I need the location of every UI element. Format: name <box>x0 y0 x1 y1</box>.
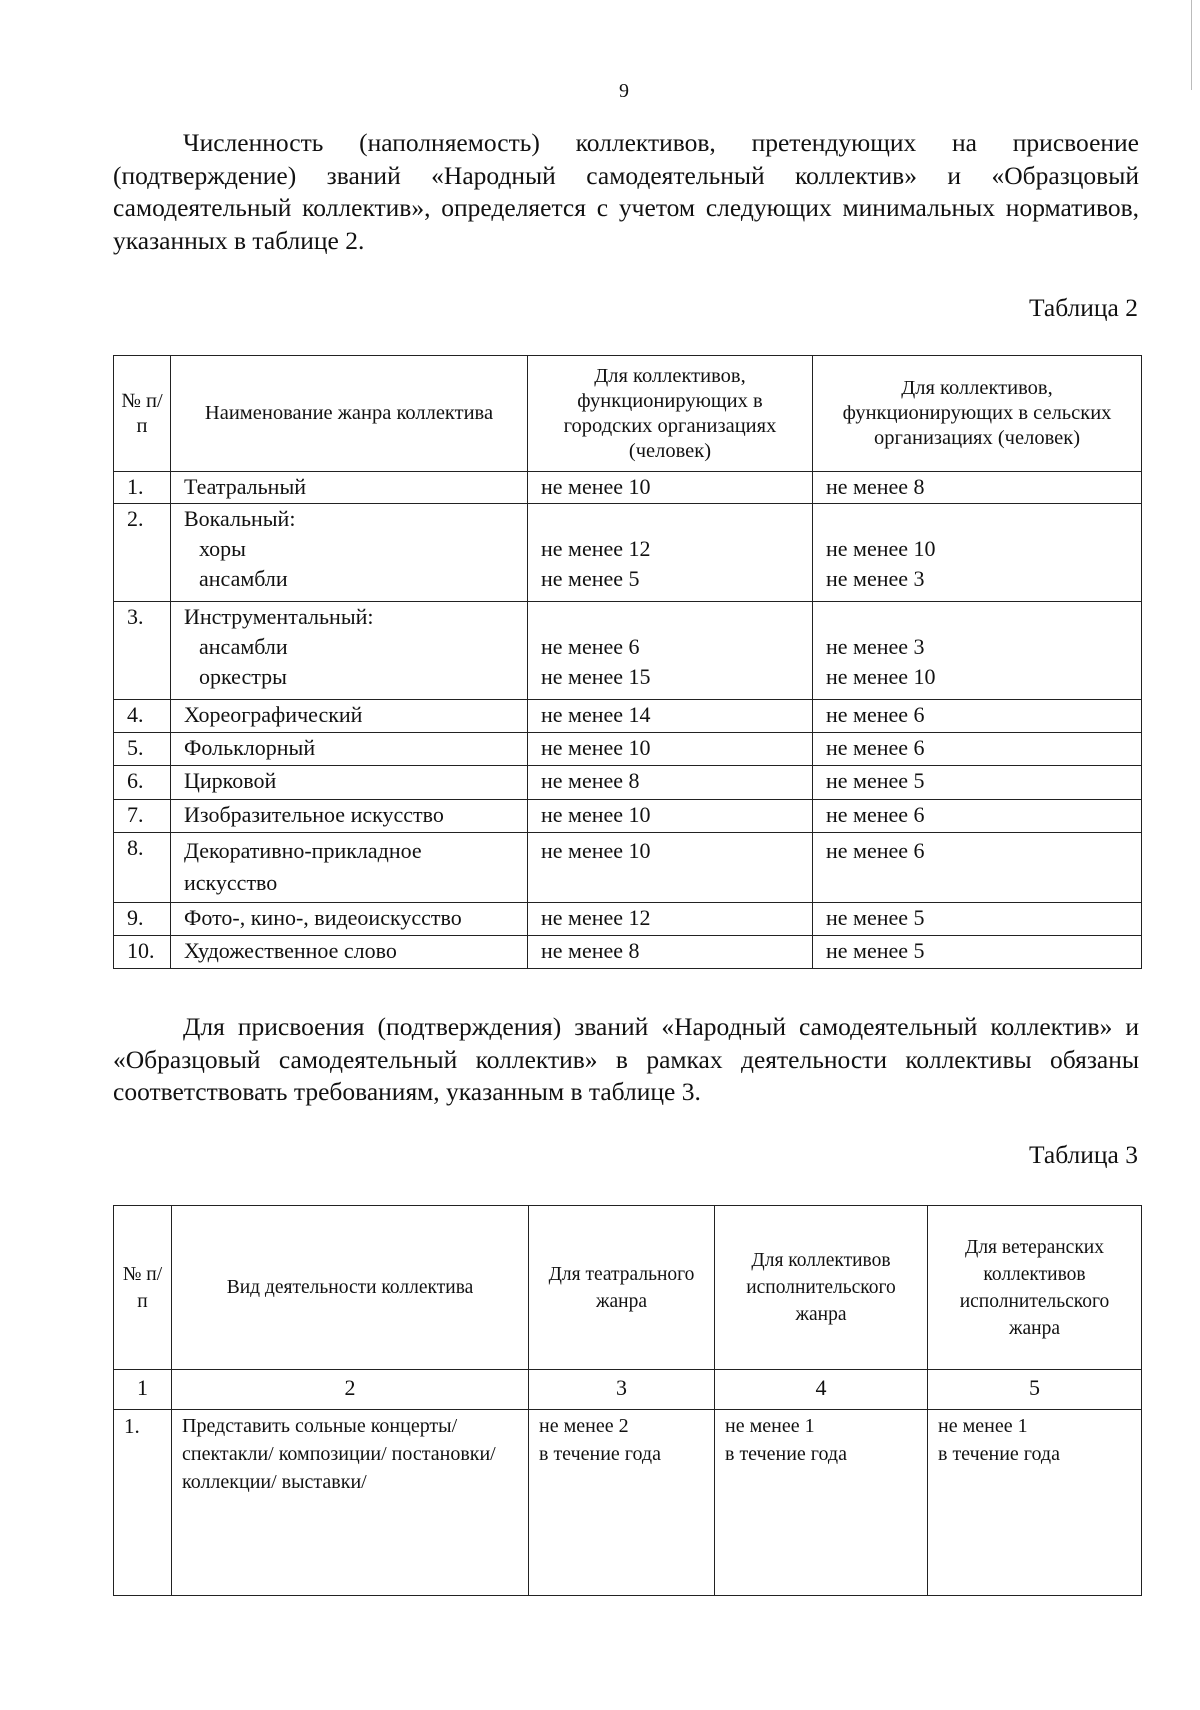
row-rural: не менее 5 <box>813 936 1142 969</box>
row-genre <box>171 602 528 700</box>
genre-subitem: ансамбли <box>199 634 288 659</box>
genre-line: Декоративно-прикладное <box>184 838 422 863</box>
veteran-period: в течение года <box>938 1443 1060 1465</box>
urban-value: не менее 15 <box>541 664 651 689</box>
column-number: 5 <box>928 1370 1142 1410</box>
table-2 <box>113 355 1142 969</box>
row-genre <box>171 504 528 602</box>
row-num <box>114 602 171 700</box>
table3-header-veteran: Для ветеранских коллективов исполнительского жанра <box>928 1206 1142 1370</box>
table2-header-genre: Наименование жанра коллектива <box>171 356 528 472</box>
rural-value: не менее 3 <box>826 566 925 591</box>
blank-line <box>541 504 812 534</box>
table-row <box>114 733 1142 766</box>
row-num: 1. <box>114 472 171 504</box>
second-paragraph: Для присвоения (подтверждения) званий «Народный самодеятельный коллектив» и «Образцовый самодеятельный коллектив» в рамках деятельности коллективы обязаны соответствовать требованиям, указанным в таблице 3. <box>113 1012 1139 1106</box>
urban-value: не менее 6 <box>541 634 640 659</box>
row-urban <box>528 602 813 700</box>
table2-header-row <box>114 356 1142 472</box>
performing-value: не менее 1 <box>725 1415 815 1437</box>
row-veteran <box>928 1410 1142 1596</box>
row-genre: Фольклорный <box>171 733 528 766</box>
table-row <box>114 1410 1142 1596</box>
table-row <box>114 833 1142 903</box>
table2-header-urban: Для коллективов, функционирующих в городских организациях (человек) <box>528 356 813 472</box>
row-genre <box>171 833 528 903</box>
blank-line <box>826 602 1141 632</box>
row-urban: не менее 10 <box>528 800 813 833</box>
row-urban: не менее 12 <box>528 903 813 936</box>
row-genre: Театральный <box>171 472 528 504</box>
table-row <box>114 700 1142 733</box>
row-rural: не менее 6 <box>813 800 1142 833</box>
row-urban: не менее 8 <box>528 936 813 969</box>
row-rural <box>813 833 1142 903</box>
genre-group-title: Инструментальный: <box>184 604 374 629</box>
table-row <box>114 602 1142 700</box>
row-rural: не менее 8 <box>813 472 1142 504</box>
row-rural <box>813 504 1142 602</box>
column-number: 4 <box>715 1370 928 1410</box>
row-rural: не менее 6 <box>813 733 1142 766</box>
table-row <box>114 472 1142 504</box>
rural-value: не менее 3 <box>826 634 925 659</box>
row-num-text: 2. <box>127 506 144 531</box>
row-performing <box>715 1410 928 1596</box>
row-num-text: 3. <box>127 604 144 629</box>
page-number: 9 <box>619 80 629 102</box>
table3-header-theatrical: Для театрального жанра <box>529 1206 715 1370</box>
row-num <box>114 504 171 602</box>
column-number: 2 <box>172 1370 529 1410</box>
row-rural <box>813 602 1142 700</box>
table3-caption: Таблица 3 <box>1028 1140 1138 1169</box>
rural-value: не менее 10 <box>826 536 936 561</box>
row-genre: Хореографический <box>171 700 528 733</box>
row-num: 7. <box>114 800 171 833</box>
table2-header-rural: Для коллективов, функционирующих в сельских организациях (человек) <box>813 356 1142 472</box>
row-num: 9. <box>114 903 171 936</box>
table-row <box>114 903 1142 936</box>
rural-value: не менее 10 <box>826 664 936 689</box>
row-rural: не менее 6 <box>813 700 1142 733</box>
row-genre: Художественное слово <box>171 936 528 969</box>
genre-subitem: хоры <box>199 536 246 561</box>
genre-line: искусство <box>184 870 278 895</box>
column-number: 1 <box>114 1370 172 1410</box>
row-activity: Представить сольные концерты/ спектакли/ композиции/ постановки/ коллекции/ выставки/ <box>172 1410 529 1596</box>
row-num: 4. <box>114 700 171 733</box>
urban-value: не менее 12 <box>541 536 651 561</box>
table2-caption: Таблица 2 <box>1028 293 1138 322</box>
blank-line <box>826 504 1141 534</box>
row-num: 6. <box>114 766 171 800</box>
blank-line <box>541 602 812 632</box>
table-row <box>114 800 1142 833</box>
row-num: 5. <box>114 733 171 766</box>
row-rural: не менее 5 <box>813 903 1142 936</box>
page-edge-line <box>1191 0 1192 90</box>
table3-header-performing: Для коллективов исполнительского жанра <box>715 1206 928 1370</box>
row-num: 8. <box>114 833 171 903</box>
table3-column-numbers-row <box>114 1370 1142 1410</box>
row-num: 10. <box>114 936 171 969</box>
intro-paragraph: Численность (наполняемость) коллективов, претендующих на присвоение (подтверждение) званий «Народный самодеятельный коллектив» и «Образцовый самодеятельный коллектив», определяется с учетом следующих минимальных нормативов, указанных в таблице 2. <box>113 128 1139 255</box>
row-genre: Изобразительное искусство <box>171 800 528 833</box>
row-urban: не менее 14 <box>528 700 813 733</box>
performing-period: в течение года <box>725 1443 847 1465</box>
table-row <box>114 766 1142 800</box>
genre-group-title: Вокальный: <box>184 506 296 531</box>
row-num: 1. <box>114 1410 172 1596</box>
table-row <box>114 504 1142 602</box>
genre-subitem: ансамбли <box>199 566 288 591</box>
row-urban: не менее 8 <box>528 766 813 800</box>
genre-subitem: оркестры <box>199 664 287 689</box>
theatrical-period: в течение года <box>539 1443 661 1465</box>
urban-value: не менее 5 <box>541 566 640 591</box>
table3-header-row <box>114 1206 1142 1370</box>
theatrical-value: не менее 2 <box>539 1415 629 1437</box>
row-urban <box>528 833 813 903</box>
urban-value: не менее 10 <box>541 838 651 863</box>
row-theatrical <box>529 1410 715 1596</box>
row-genre: Цирковой <box>171 766 528 800</box>
row-rural: не менее 5 <box>813 766 1142 800</box>
row-urban: не менее 10 <box>528 472 813 504</box>
rural-value: не менее 6 <box>826 838 925 863</box>
veteran-value: не менее 1 <box>938 1415 1028 1437</box>
table3-header-activity: Вид деятельности коллектива <box>172 1206 529 1370</box>
row-genre: Фото-, кино-, видеоискусство <box>171 903 528 936</box>
table2-header-num: № п/п <box>114 356 171 472</box>
column-number: 3 <box>529 1370 715 1410</box>
row-urban <box>528 504 813 602</box>
table-row <box>114 936 1142 969</box>
table3-header-num: № п/п <box>114 1206 172 1370</box>
table-3 <box>113 1205 1142 1596</box>
row-urban: не менее 10 <box>528 733 813 766</box>
